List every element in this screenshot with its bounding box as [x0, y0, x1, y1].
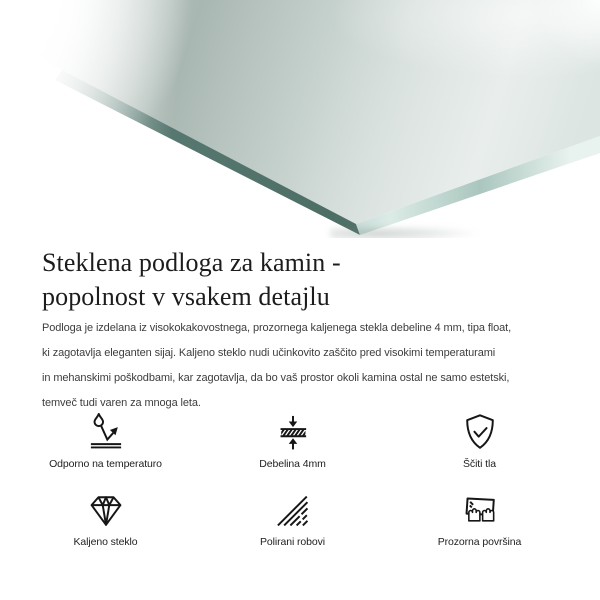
thickness-icon	[272, 412, 314, 454]
polished-edges-icon	[272, 490, 314, 532]
feature-label: Polirani robovi	[259, 536, 326, 548]
feature-polished-edges	[199, 490, 386, 568]
temperature-resistant-icon	[85, 412, 127, 454]
intro-paragraph	[42, 316, 558, 416]
feature-label: Debelina 4mm	[259, 458, 326, 470]
paragraph-line: Podloga je izdelana iz visokokakovostnega, prozornega kaljenega stekla debeline 4 mm, tipa float,	[42, 322, 512, 334]
feature-label: Odporno na temperaturo	[49, 458, 162, 470]
product-image	[0, 0, 600, 238]
feature-transparent-surface	[386, 490, 573, 568]
feature-label: Kaljeno steklo	[73, 536, 138, 548]
diamond-icon	[85, 490, 127, 532]
paragraph-line: temveč tudi varen za mnoga leta.	[42, 397, 201, 409]
hands-holding-glass-icon	[459, 490, 501, 532]
feature-tempered-glass	[12, 490, 199, 568]
shield-check-icon	[459, 412, 501, 454]
text-content	[0, 246, 600, 416]
title-line: popolnost v vsakem detajlu	[42, 282, 330, 311]
features-grid	[0, 412, 600, 568]
feature-protects-floor	[386, 412, 573, 490]
feature-label: Prozorna površina	[437, 536, 522, 548]
feature-thickness	[199, 412, 386, 490]
page-title	[42, 246, 558, 314]
feature-temperature-resistant	[12, 412, 199, 490]
title-line: Steklena podloga za kamin -	[42, 248, 341, 277]
feature-label: Ščiti tla	[463, 458, 496, 470]
paragraph-line: ki zagotavlja eleganten sijaj. Kaljeno steklo nudi učinkovito zaščito pred visokimi temperaturami	[42, 347, 496, 359]
glass-corner-shadow	[330, 227, 490, 238]
paragraph-line: in mehanskimi poškodbami, kar zagotavlja, da bo vaš prostor okoli kamina ostal ne samo estetski,	[42, 372, 510, 384]
